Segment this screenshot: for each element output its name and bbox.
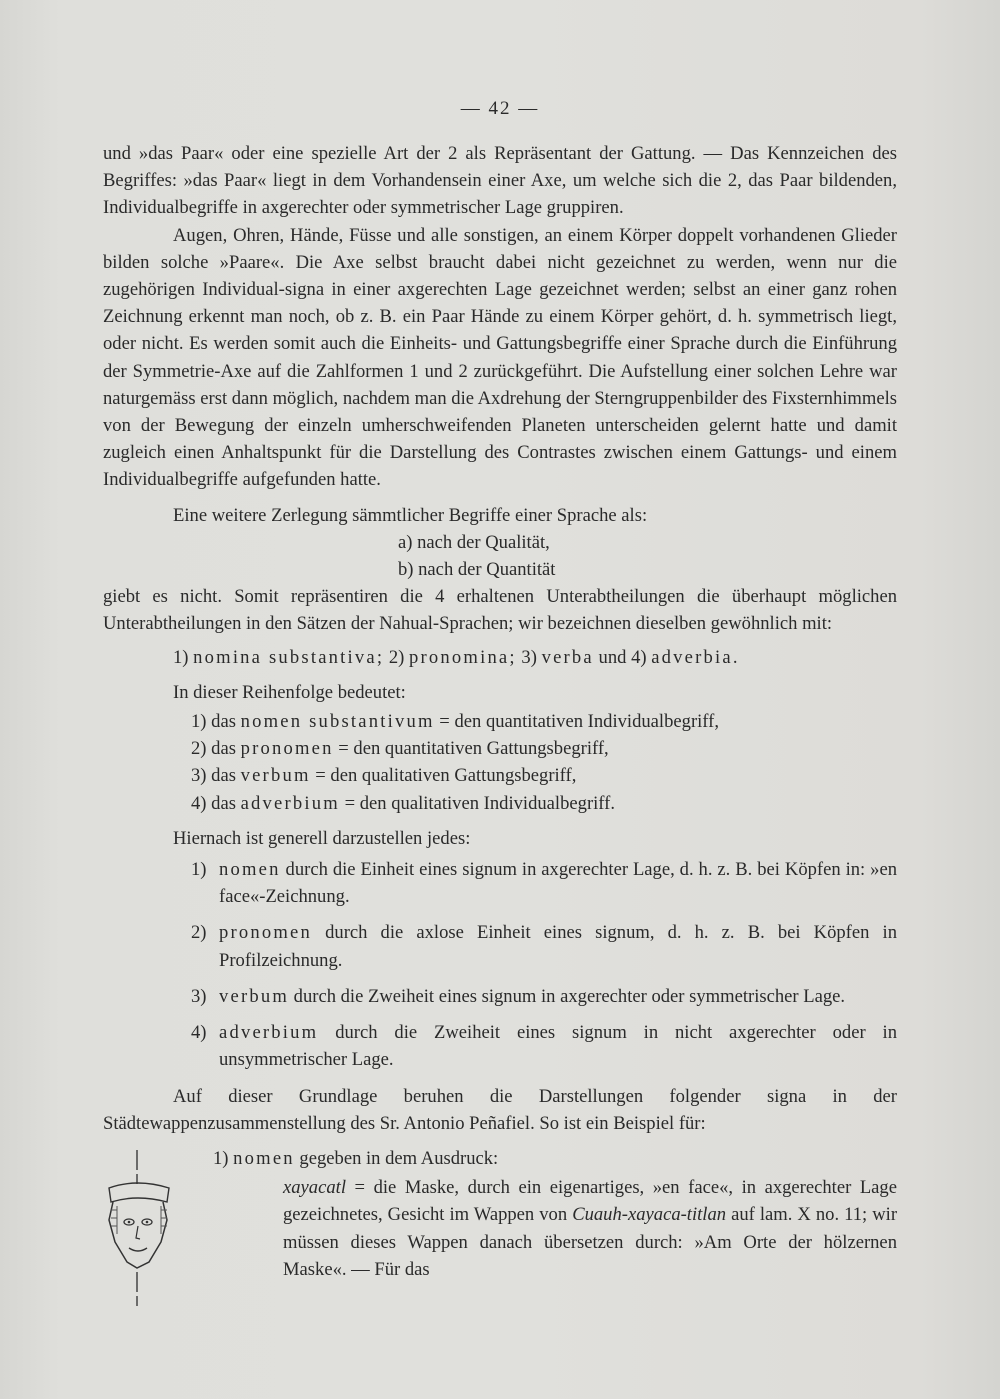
reihenfolge-intro: In dieser Reihenfolge bedeutet:	[173, 681, 406, 703]
mask-glyph-icon	[103, 1144, 183, 1324]
paragraph-1: und »das Paar« oder eine spezielle Art der 2 als Repräsentant der Gattung. — Das Kennzeichen des Begriffes: »das Paar« liegt in dem Vorhandensein einer Axe, um welche sich die 2, das Paar bildenden, Individualbegriffe in axgerechter oder symmetrischer Lage gruppiren.	[103, 143, 897, 219]
list-item: 2) das pronomen = den quantitativen Gattungsbegriff,	[191, 738, 609, 760]
example-heading: 1) nomen gegeben in dem Ausdruck:	[213, 1147, 499, 1169]
page-number: — 42 —	[460, 98, 540, 119]
representation-list	[103, 856, 897, 1073]
list-item: 4) adverbium durch die Zweiheit eines signum in nicht axgerechter oder in unsymmetrischer Lage.	[191, 1022, 897, 1071]
quantitaet-line: b) nach der Quantität	[398, 559, 556, 581]
figure-area	[103, 1174, 283, 1324]
term-verba: verba	[541, 646, 594, 668]
paragraph-3: Eine weitere Zerlegung sämmtlicher Begriffe einer Sprache als:	[173, 504, 648, 526]
term-nomina: nomina substantiva;	[193, 646, 385, 668]
word-class-list	[173, 644, 897, 671]
list-num: 4)	[631, 646, 647, 668]
list-item: 3) verbum durch die Zweiheit eines signum in axgerechter oder symmetrischer Lage.	[191, 985, 846, 1007]
list-item: 1) nomen durch die Einheit eines signum in axgerechter Lage, d. h. z. B. bei Köpfen in: »en face«-Zeichnung.	[191, 859, 897, 908]
meaning-list	[103, 708, 897, 817]
list-num: 3)	[521, 646, 537, 668]
page-body	[103, 140, 897, 1324]
paragraph-5: Auf dieser Grundlage beruhen die Darstellungen folgender signa in der Städtewappenzusammenstellung des Sr. Antonio Peñafiel. So ist ein Beispiel für:	[103, 1085, 897, 1134]
list-item: 3) das verbum = den qualitativen Gattungsbegriff,	[191, 765, 577, 787]
list-num: 1)	[173, 646, 189, 668]
example-block	[103, 1145, 897, 1324]
list-item: 1) das nomen substantivum = den quantitativen Individualbegriff,	[191, 711, 719, 733]
term-adverbia: adverbia.	[651, 646, 740, 668]
list-item: 4) das adverbium = den qualitativen Individualbegriff.	[191, 792, 615, 814]
term-pronomina: pronomina;	[409, 646, 517, 668]
conjunction: und	[598, 646, 627, 668]
list-num: 2)	[388, 646, 405, 668]
qualitaet-line: a) nach der Qualität,	[398, 531, 550, 553]
paragraph-2: Augen, Ohren, Hände, Füsse und alle sonstigen, an einem Körper doppelt vorhandenen Glieder bilden solche »Paare«. Die Axe selbst braucht dabei nicht gezeichnet zu werden, wenn nur die zugehörigen Individual-signa in einer axgerechten Lage gezeichnet werden; selbst an einer ganz rohen Zeichnung erkennt man noch, ob z. B. ein Paar Hände zu einem Körper gehört, d. h. symmetrisch liegt, oder nicht. Es werden somit auch die Einheits- und Gattungsbegriffe einer Sprache durch die Einführung der Symmetrie-Axe auf die Zahlformen 1 und 2 zurückgeführt. Die Aufstellung einer solchen Lehre war naturgemäss erst dann möglich, nachdem man die Axdrehung der Sterngruppenbilder des Fixsternhimmels von der Bewegung der einzeln umherschweifenden Planeten unterscheiden gelernt hatte und damit zugleich einen Anhaltspunkt für die Darstellung des Contrastes zwischen einem Gattungs- und einem Individualbegriffe aufgefunden hatte.	[103, 224, 897, 491]
example-text: xayacatl = die Maske, durch ein eigenartiges, »en face«, in axgerechter Lage gezeichnetes, Gesicht im Wappen von Cuauh-xayaca-titlan auf lam. X no. 11; wir müssen dieses Wappen danach übersetzen durch: »Am Orte der hölzernen Maske«. — Für das	[283, 1177, 898, 1280]
paragraph-4: giebt es nicht. Somit repräsentiren die 4 erhaltenen Unterabtheilungen die überhaupt möglichen Unterabtheilungen in den Sätzen der Nahual-Sprachen; wir bezeichnen dieselben gewöhnlich mit:	[103, 586, 897, 635]
hiernach-intro: Hiernach ist generell darzustellen jedes:	[173, 827, 471, 849]
list-item: 2) pronomen durch die axlose Einheit eines signum, d. h. z. B. bei Köpfen in Profilzeichnung.	[191, 922, 897, 971]
